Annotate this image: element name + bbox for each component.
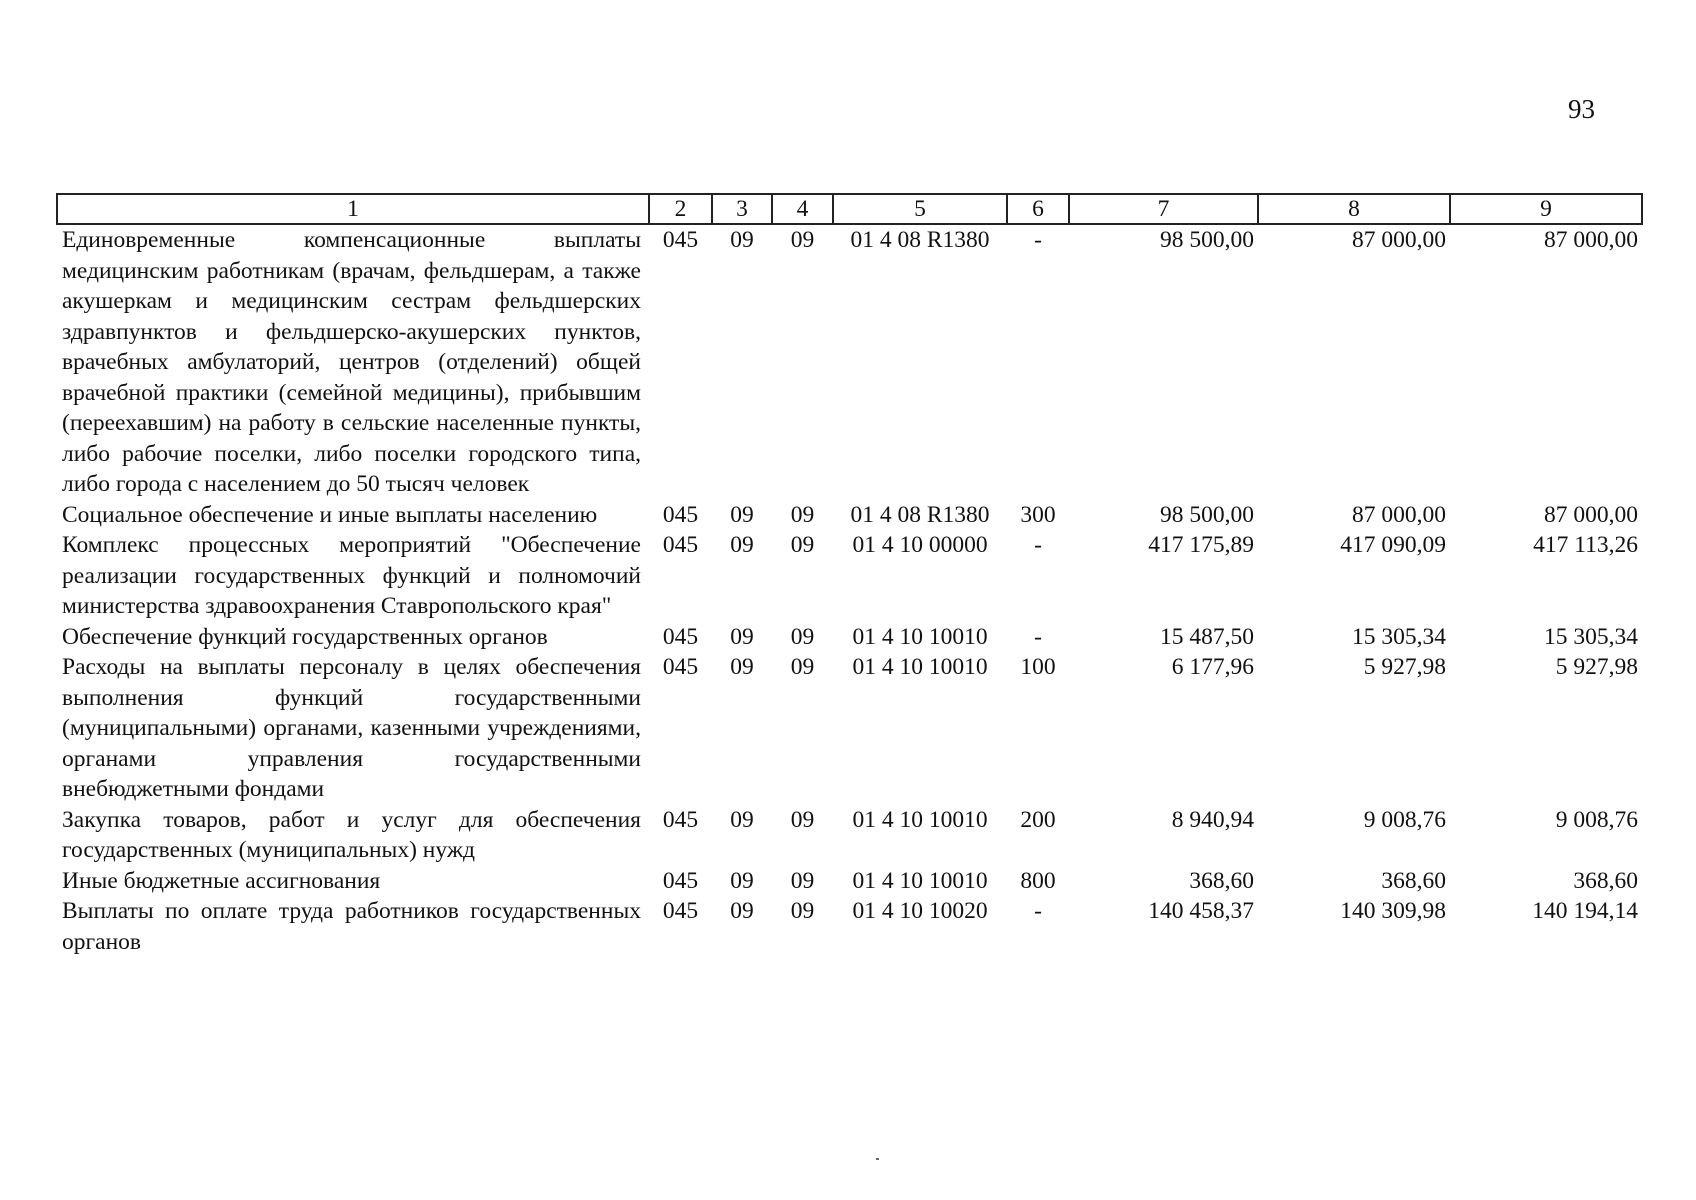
header-col-2: 2 — [649, 194, 712, 224]
amount-col-9: 15 305,34 — [1544, 623, 1638, 650]
amount-col-8: 417 090,09 — [1340, 532, 1446, 558]
amount-col-9: 5 927,98 — [1555, 654, 1638, 680]
row-name: Иные бюджетные ассигнования — [62, 867, 381, 894]
ministry-code: 045 — [662, 898, 699, 924]
amount-col-9: 87 000,00 — [1544, 227, 1638, 253]
subsection-code: 09 — [790, 623, 815, 650]
target-article-code: 01 4 10 10010 — [852, 623, 988, 650]
section-code: 09 — [730, 654, 754, 680]
header-col-8: 8 — [1258, 194, 1450, 224]
section-code: 09 — [730, 806, 754, 833]
ministry-code: 045 — [662, 867, 699, 894]
row-name: Закупка товаров, работ и услуг для обеспечения государственных (муниципальных) нужд — [62, 806, 641, 863]
target-article-code: 01 4 10 10010 — [852, 867, 988, 894]
subsection-code: 09 — [790, 898, 815, 924]
expense-type-code: 100 — [1020, 654, 1056, 680]
expense-type-code: - — [1034, 898, 1042, 924]
amount-col-8: 87 000,00 — [1352, 227, 1446, 253]
expense-type-code: - — [1034, 623, 1042, 650]
subsection-code: 09 — [790, 806, 815, 833]
section-code: 09 — [730, 501, 754, 528]
subsection-code: 09 — [790, 867, 815, 894]
section-code: 09 — [730, 623, 754, 650]
row-name: Единовременные компенсационные выплаты медицинским работникам (врачам, фельдшерам, а также акушеркам и медицинским сестрам фельдшерских здравпунктов и фельдшерско-акушерских пунктов, врачебных амбулаторий, центров (отделений) общей врачебной практики (семейной медицины), прибывшим (переехавшим) на работу в сельские населенные пункты, либо рабочие поселки, либо поселки городского типа, либо города с населением до 50 тысяч человек — [62, 227, 641, 497]
table-header — [57, 194, 1642, 224]
table-row — [57, 805, 1642, 866]
expense-type-code: 800 — [1020, 867, 1056, 894]
expense-type-code: 200 — [1020, 806, 1056, 833]
amount-col-8: 87 000,00 — [1352, 501, 1446, 528]
target-article-code: 01 4 08 R1380 — [850, 227, 990, 253]
subsection-code: 09 — [790, 532, 815, 558]
target-article-code: 01 4 10 10010 — [852, 806, 988, 833]
amount-col-7: 98 500,00 — [1160, 501, 1254, 528]
amount-col-7: 140 458,37 — [1148, 898, 1254, 924]
amount-col-9: 417 113,26 — [1533, 532, 1638, 558]
header-col-7: 7 — [1069, 194, 1258, 224]
amount-col-9: 140 194,14 — [1532, 898, 1638, 924]
header-col-4: 4 — [772, 194, 833, 224]
scan-speck — [876, 1158, 879, 1160]
section-code: 09 — [730, 898, 754, 924]
target-article-code: 01 4 10 10020 — [852, 898, 988, 924]
row-name: Социальное обеспечение и иные выплаты населению — [62, 501, 598, 528]
row-name: Комплекс процессных мероприятий "Обеспечение реализации государственных функций и полномочий министерства здравоохранения Ставропольского края" — [62, 532, 641, 619]
expense-type-code: - — [1034, 227, 1042, 253]
ministry-code: 045 — [662, 501, 699, 528]
section-code: 09 — [730, 532, 754, 558]
header-col-1: 1 — [57, 194, 649, 224]
target-article-code: 01 4 10 00000 — [852, 532, 988, 558]
amount-col-7: 98 500,00 — [1160, 227, 1254, 253]
ministry-code: 045 — [662, 227, 699, 253]
subsection-code: 09 — [790, 654, 815, 680]
amount-col-7: 417 175,89 — [1148, 532, 1254, 558]
amount-col-8: 368,60 — [1381, 867, 1446, 894]
header-row — [57, 194, 1642, 224]
amount-col-8: 9 008,76 — [1363, 806, 1446, 833]
table-row — [57, 224, 1642, 500]
header-col-9: 9 — [1450, 194, 1642, 224]
amount-col-7: 6 177,96 — [1171, 654, 1254, 680]
table-row — [57, 866, 1642, 897]
row-name: Расходы на выплаты персоналу в целях обеспечения выполнения функций государственными (муниципальными) органами, казенными учреждениями, органами управления государственными внебюджетными фондами — [62, 654, 641, 802]
row-name: Обеспечение функций государственных органов — [62, 623, 548, 650]
target-article-code: 01 4 08 R1380 — [850, 501, 990, 528]
target-article-code: 01 4 10 10010 — [852, 654, 988, 680]
table-row — [57, 622, 1642, 653]
ministry-code: 045 — [662, 654, 699, 680]
table-row — [57, 530, 1642, 622]
section-code: 09 — [730, 867, 754, 894]
amount-col-7: 15 487,50 — [1160, 623, 1254, 650]
table-row — [57, 500, 1642, 531]
amount-col-9: 87 000,00 — [1544, 501, 1638, 528]
amount-col-8: 5 927,98 — [1363, 654, 1446, 680]
ministry-code: 045 — [662, 532, 699, 558]
ministry-code: 045 — [662, 623, 699, 650]
header-col-5: 5 — [833, 194, 1007, 224]
header-col-6: 6 — [1007, 194, 1069, 224]
amount-col-7: 368,60 — [1189, 867, 1254, 894]
expense-type-code: - — [1034, 532, 1042, 558]
section-code: 09 — [730, 227, 754, 253]
table-body — [57, 224, 1642, 957]
expense-type-code: 300 — [1020, 501, 1056, 528]
amount-col-9: 368,60 — [1573, 867, 1638, 894]
subsection-code: 09 — [790, 501, 815, 528]
page-number: 93 — [1568, 94, 1595, 124]
row-name: Выплаты по оплате труда работников государственных органов — [62, 898, 641, 955]
amount-col-7: 8 940,94 — [1171, 806, 1254, 833]
table-row — [57, 652, 1642, 805]
amount-col-9: 9 008,76 — [1555, 806, 1638, 833]
header-col-3: 3 — [712, 194, 772, 224]
amount-col-8: 15 305,34 — [1352, 623, 1446, 650]
amount-col-8: 140 309,98 — [1340, 898, 1446, 924]
budget-table — [56, 193, 1643, 957]
subsection-code: 09 — [790, 227, 815, 253]
table-row — [57, 896, 1642, 957]
ministry-code: 045 — [662, 806, 699, 833]
